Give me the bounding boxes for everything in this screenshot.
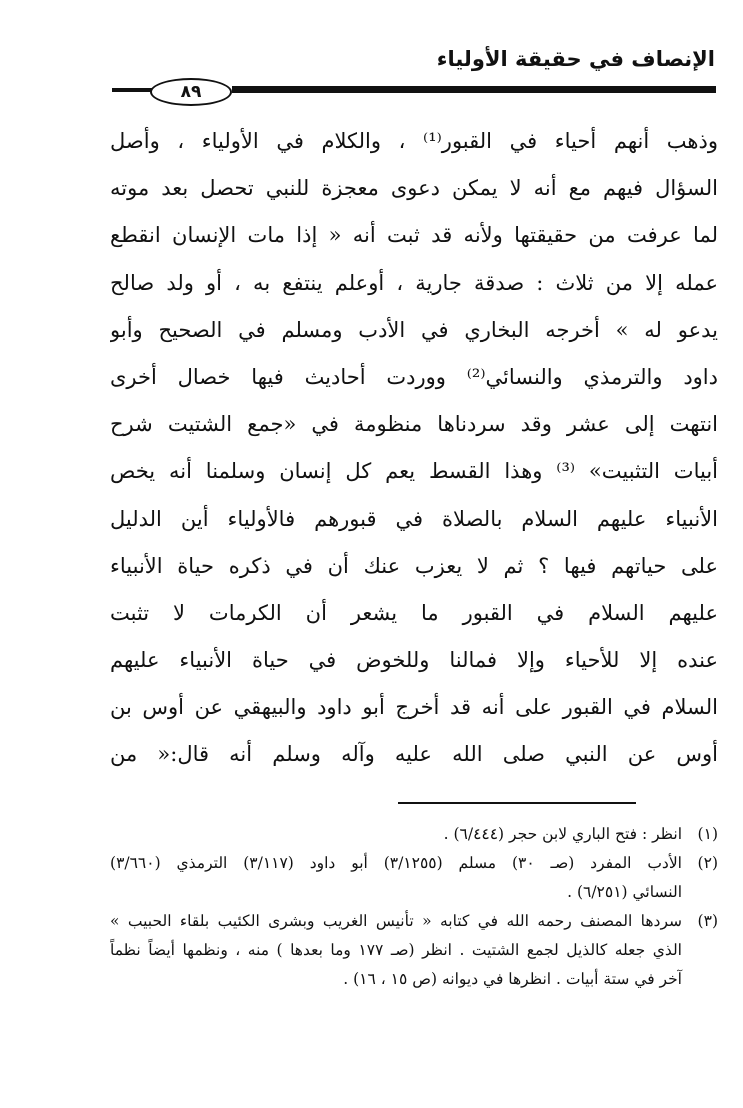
footnote-2-cont: النسائي (٦/٢٥١) .: [567, 883, 682, 901]
footnote-3-cont: آخر في ستة أبيات . انظرها في ديوانه (ص ١٥ ، ١٦) .: [343, 970, 682, 988]
text-line: وذهب أنهم أحياء في القبور⁽¹⁾ ، والكلام في الأولياء ، وأصل: [110, 129, 718, 153]
footnote-text: سردها المصنف رحمه الله في كتابه « تأنيس الغريب وبشرى الكئيب بلقاء الحبيب »: [110, 912, 682, 930]
footnote-number: (١): [697, 825, 718, 843]
footnote-text: انظر : فتح الباري لابن حجر (٦/٤٤٤) .: [443, 825, 682, 843]
text-line: يدعو له » أخرجه البخاري في الأدب ومسلم في الصحيح وأبو: [110, 317, 718, 342]
footnote-1: [110, 820, 718, 849]
footnote-number: (٣): [697, 912, 718, 930]
text-line: السؤال فيهم مع أنه لا يمكن دعوى معجزة للنبي تحصل بعد موته: [110, 176, 718, 201]
header-rule-short: [112, 88, 152, 92]
footnote-3-cont: الذي جعله كالذيل لجمع الشتيت . انظر (صـ ١٧٧ وما بعدها ) منه ، ونظمها أيضاً نظماً: [110, 941, 682, 959]
running-title: الإنصاف في حقيقة الأولياء: [436, 47, 715, 71]
text-line: على حياتهم فيها ؟ ثم لا يعزب عنك أن في ذكره حياة الأنبياء: [110, 553, 718, 578]
text-line: لما عرفت من حقيقتها ولأنه قد ثبت أنه « إذا مات الإنسان انقطع: [110, 223, 718, 248]
main-text: [110, 118, 718, 779]
text-line: عليهم السلام في القبور ما يشعر أن الكرمات لا تثبت: [110, 600, 718, 625]
footnote-number: (٢): [697, 854, 718, 872]
footnote-3: [110, 907, 718, 936]
text-line: أبيات التثبيت» ⁽³⁾ وهذا القسط يعم كل إنسان وسلمنا أنه يخص: [110, 459, 718, 484]
text-line: الأنبياء عليهم السلام بالصلاة في قبورهم فالأولياء أين الدليل: [110, 506, 718, 531]
header-rule: [232, 86, 716, 93]
footnote-2: [110, 849, 718, 878]
text-line: عمله إلا من ثلاث : صدقة جارية ، أوعلم ينتفع به ، أو ولد صالح: [110, 270, 718, 295]
text-line: عنده إلا للأحياء وإلا فمالنا وللخوض في حياة الأنبياء عليهم: [110, 648, 718, 673]
footnote-text: الأدب المفرد (صـ ٣٠) مسلم (٣/١٢٥٥) أبو داود (٣/١١٧) الترمذي (٣/٦٦٠): [110, 854, 682, 872]
footnote-separator: [398, 802, 636, 804]
text-line: السلام في القبور على أنه قد أخرج أبو داود والبيهقي عن أوس بن: [110, 695, 718, 720]
text-line: انتهت إلى عشر وقد سردناها منظومة في «جمع الشتيت شرح: [110, 412, 718, 437]
page-number: ٨٩: [150, 78, 232, 106]
text-line: داود والترمذي والنسائي⁽²⁾ ووردت أحاديث فيها خصال أخرى: [110, 364, 718, 389]
footnotes: [110, 820, 718, 994]
text-line: أوس عن النبي صلى الله عليه وآله وسلم أنه قال:« من: [110, 742, 718, 767]
